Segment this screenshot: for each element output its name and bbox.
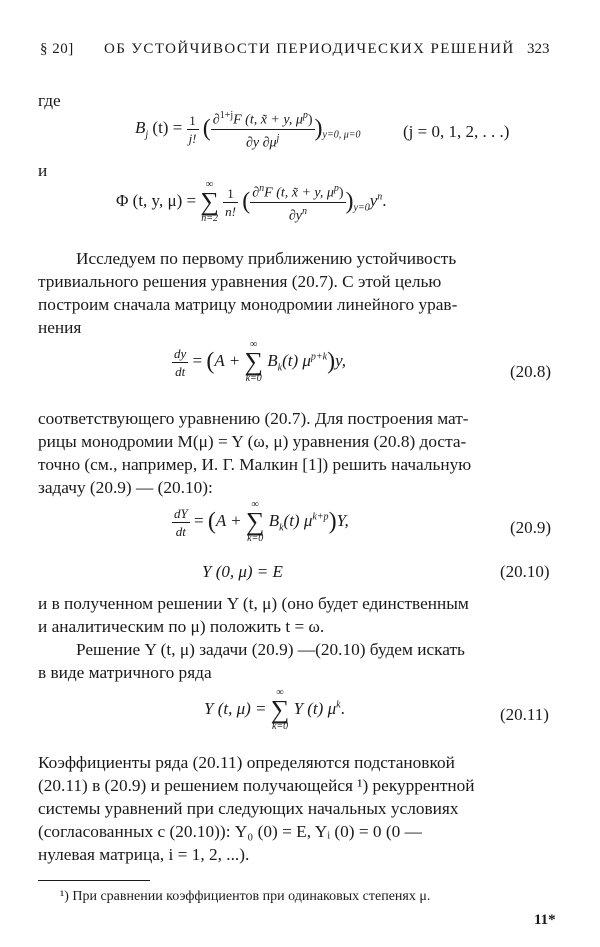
para1-line4: нения: [38, 318, 82, 337]
para2-line1: соответствующего уравнению (20.7). Для построения мат-: [38, 409, 469, 428]
footnote-marker: ¹): [60, 889, 69, 904]
para2-line2: рицы монодромии M(μ) = Y (ω, μ) уравнения (20.8) доста-: [38, 432, 467, 451]
equation-label-20-9: (20.9): [510, 518, 552, 537]
para2-line4: задачу (20.9) — (20.10):: [38, 478, 213, 497]
para5-line5: нулевая матрица, i = 1, 2, ...).: [38, 845, 250, 864]
footnote-rule: [38, 880, 150, 881]
equation-bj-range: (j = 0, 1, 2, . . .): [403, 122, 510, 141]
para2-line3: точно (см., например, И. Г. Малкин [1]) решить начальную: [38, 455, 472, 474]
word-i: и: [38, 161, 48, 180]
equation-label-20-11: (20.11): [500, 705, 549, 724]
equation-label-20-8: (20.8): [510, 362, 552, 381]
para1-line1: Исследуем по первому приближению устойчивость: [76, 249, 457, 268]
para3-line2: и аналитическим по μ) положить t = ω.: [38, 617, 325, 636]
equation-label-20-10: (20.10): [500, 562, 550, 581]
equation-20-11: Y (t, μ) = ∞ ∑ k=0 Y (t) $\mu^k$.: [204, 687, 345, 732]
para3-line1: и в полученном решении Y (t, μ) (оно будет единственным: [38, 594, 469, 613]
para4-line1: Решение Y (t, μ) задачи (20.9) —(20.10) будем искать: [76, 640, 465, 659]
para1-line2: тривиального решения уравнения (20.7). С этой целью: [38, 272, 442, 291]
equation-20-10: Y (0, μ) = E: [202, 562, 283, 581]
para5-line2: (20.11) в (20.9) и решением получающейся ¹) рекуррентной: [38, 776, 475, 795]
para5-line3: системы уравнений при следующих начальных условиях: [38, 799, 459, 818]
para5-line1: Коэффициенты ряда (20.11) определяются подстановкой: [38, 753, 455, 772]
running-head-title: ОБ УСТОЙЧИВОСТИ ПЕРИОДИЧЕСКИХ РЕШЕНИЙ: [104, 41, 515, 57]
equation-bj: $B_j$ (t) = $\frac{1}{j!}$ ( $\frac{\partial^{1+j}F (t, x̃ + y, \mu^p)}{\partial y \partial\mu^j}$ )$_{y=0, \mu=0}$: [135, 110, 361, 151]
footnote-text: При сравнении коэффициентов при одинаковых степенях μ.: [72, 889, 431, 904]
equation-phi: Φ (t, y, μ) = ∞ ∑ n=2 $\frac{1}{n!}$ ( $\frac{\partial^nF (t, x̃ + y, \mu^p)}{\partial y^n}$ )$_{y=0}y^n$.: [116, 179, 387, 224]
running-head-section: § 20]: [40, 41, 74, 57]
equation-20-9: $\frac{dY}{dt}$ = (A + ∞ ∑ k=0 $B_k(t)$ $\mu^{k+p})Y$,: [174, 499, 349, 544]
word-gde: где: [38, 91, 61, 110]
para5-line4: (согласованных с (20.10)): Y₀ (0) = E, Yᵢ (0) = 0 (0 —: [38, 822, 422, 841]
footnote: [60, 888, 430, 906]
page-number: 323: [527, 41, 550, 57]
equation-20-8: $\frac{dy}{dt}$ = (A + ∞ ∑ k=0 $B_k(t)$ $\mu^{p+k})y$,: [174, 339, 346, 384]
para4-line2: в виде матричного ряда: [38, 663, 212, 682]
para1-line3: построим сначала матрицу монодромии линейного урав-: [38, 295, 458, 314]
signature-mark: 11*: [534, 912, 556, 928]
